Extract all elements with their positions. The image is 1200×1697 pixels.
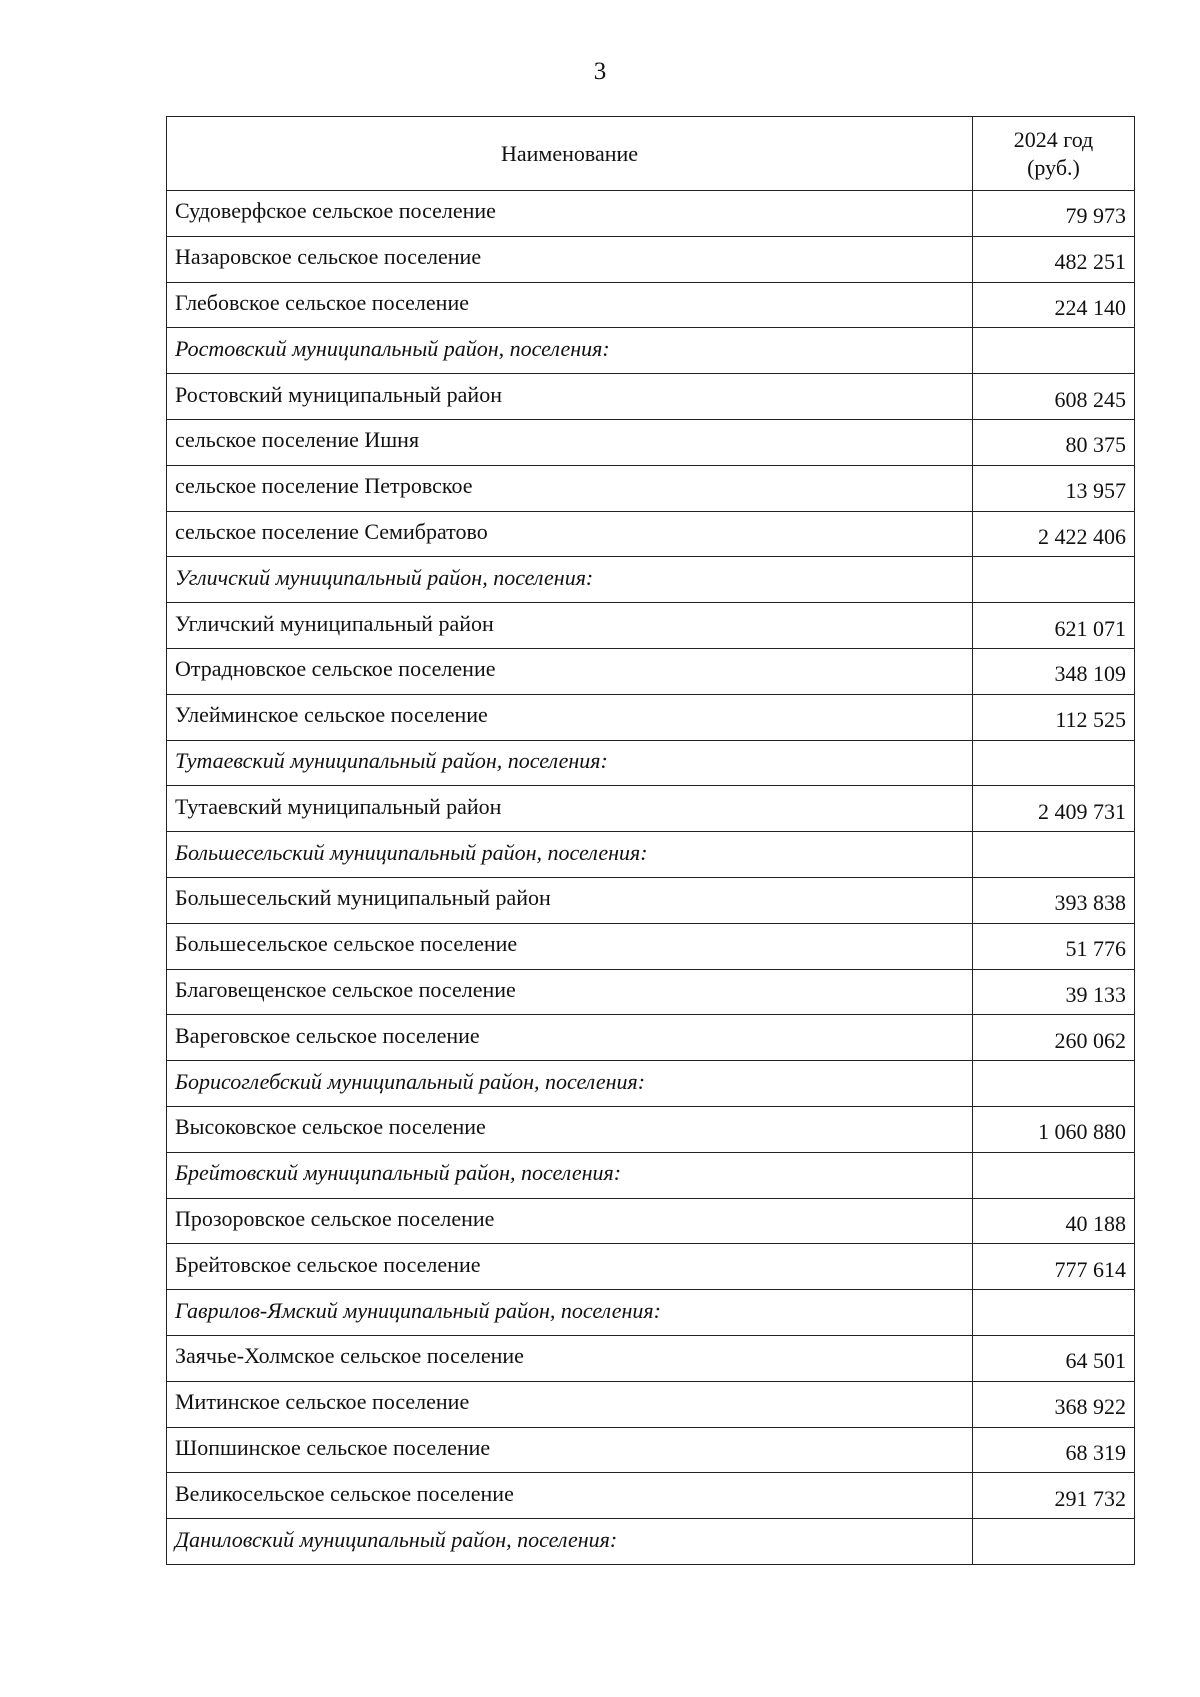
- table-row: [167, 694, 1135, 740]
- table-row: [167, 1244, 1135, 1290]
- settlement-name: Ростовский муниципальный район: [167, 374, 973, 420]
- settlement-name: Глебовское сельское поселение: [167, 282, 973, 328]
- amount-2024: 64 501: [973, 1335, 1135, 1381]
- settlement-name: сельское поселение Семибратово: [167, 511, 973, 557]
- table-body: [167, 191, 1135, 1565]
- table-row: [167, 511, 1135, 557]
- column-header-year: [973, 117, 1135, 191]
- district-section-label: Большесельский муниципальный район, поселения:: [167, 832, 973, 878]
- settlement-name: Прозоровское сельское поселение: [167, 1198, 973, 1244]
- amount-2024: 393 838: [973, 877, 1135, 923]
- table-row: [167, 374, 1135, 420]
- amount-2024: 260 062: [973, 1015, 1135, 1061]
- amount-2024: 68 319: [973, 1427, 1135, 1473]
- section-header-row: [167, 740, 1135, 786]
- section-header-row: [167, 1519, 1135, 1565]
- amount-2024: 2 409 731: [973, 786, 1135, 832]
- table-row: [167, 1473, 1135, 1519]
- settlement-name: Заячье-Холмское сельское поселение: [167, 1335, 973, 1381]
- settlement-name: Большесельское сельское поселение: [167, 923, 973, 969]
- table-row: [167, 465, 1135, 511]
- amount-2024: 608 245: [973, 374, 1135, 420]
- settlement-name: Благовещенское сельское поселение: [167, 969, 973, 1015]
- amount-2024: 348 109: [973, 648, 1135, 694]
- district-section-label: Борисоглебский муниципальный район, поселения:: [167, 1061, 973, 1107]
- section-header-row: [167, 328, 1135, 374]
- section-header-row: [167, 557, 1135, 603]
- table-row: [167, 1198, 1135, 1244]
- column-header-unit-label: (руб.): [1027, 154, 1080, 180]
- amount-2024: 39 133: [973, 969, 1135, 1015]
- district-section-label: Даниловский муниципальный район, поселения:: [167, 1519, 973, 1565]
- table-row: [167, 191, 1135, 237]
- settlement-name: Назаровское сельское поселение: [167, 236, 973, 282]
- settlement-name: Великосельское сельское поселение: [167, 1473, 973, 1519]
- settlement-name: Отрадновское сельское поселение: [167, 648, 973, 694]
- settlement-name: Брейтовское сельское поселение: [167, 1244, 973, 1290]
- amount-2024: 80 375: [973, 419, 1135, 465]
- table-row: [167, 923, 1135, 969]
- district-section-label: Ростовский муниципальный район, поселения:: [167, 328, 973, 374]
- settlement-name: Митинское сельское поселение: [167, 1381, 973, 1427]
- settlement-name: Шопшинское сельское поселение: [167, 1427, 973, 1473]
- table-row: [167, 1015, 1135, 1061]
- amount-2024: 2 422 406: [973, 511, 1135, 557]
- amount-2024: 368 922: [973, 1381, 1135, 1427]
- amount-2024: 291 732: [973, 1473, 1135, 1519]
- page-number: 3: [593, 58, 607, 85]
- settlement-name: сельское поселение Петровское: [167, 465, 973, 511]
- table-row: [167, 969, 1135, 1015]
- table-row: [167, 1335, 1135, 1381]
- amount-2024: 112 525: [973, 694, 1135, 740]
- amount-2024: [973, 328, 1135, 374]
- amount-2024: 13 957: [973, 465, 1135, 511]
- settlement-name: Высоковское сельское поселение: [167, 1106, 973, 1152]
- table-row: [167, 648, 1135, 694]
- amount-2024: [973, 1519, 1135, 1565]
- settlement-name: Тутаевский муниципальный район: [167, 786, 973, 832]
- settlement-name: Вареговское сельское поселение: [167, 1015, 973, 1061]
- table-row: [167, 1427, 1135, 1473]
- settlement-name: сельское поселение Ишня: [167, 419, 973, 465]
- district-section-label: Гаврилов-Ямский муниципальный район, поселения:: [167, 1290, 973, 1336]
- settlement-name: Большесельский муниципальный район: [167, 877, 973, 923]
- amount-2024: [973, 1290, 1135, 1336]
- amount-2024: [973, 740, 1135, 786]
- section-header-row: [167, 1290, 1135, 1336]
- settlement-name: Судоверфское сельское поселение: [167, 191, 973, 237]
- amount-2024: [973, 832, 1135, 878]
- table-row: [167, 786, 1135, 832]
- amount-2024: [973, 557, 1135, 603]
- amount-2024: 777 614: [973, 1244, 1135, 1290]
- amount-2024: 40 188: [973, 1198, 1135, 1244]
- settlement-name: Угличский муниципальный район: [167, 603, 973, 649]
- table-row: [167, 236, 1135, 282]
- table-row: [167, 1381, 1135, 1427]
- table-row: [167, 1106, 1135, 1152]
- amount-2024: 51 776: [973, 923, 1135, 969]
- district-section-label: Тутаевский муниципальный район, поселения:: [167, 740, 973, 786]
- allocation-table: [166, 116, 1135, 1565]
- section-header-row: [167, 832, 1135, 878]
- table-row: [167, 603, 1135, 649]
- section-header-row: [167, 1061, 1135, 1107]
- table-row: [167, 877, 1135, 923]
- amount-2024: 224 140: [973, 282, 1135, 328]
- amount-2024: [973, 1061, 1135, 1107]
- district-section-label: Угличский муниципальный район, поселения:: [167, 557, 973, 603]
- table-row: [167, 419, 1135, 465]
- section-header-row: [167, 1152, 1135, 1198]
- settlement-name: Улейминское сельское поселение: [167, 694, 973, 740]
- table-row: [167, 282, 1135, 328]
- amount-2024: 482 251: [973, 236, 1135, 282]
- amount-2024: 79 973: [973, 191, 1135, 237]
- amount-2024: [973, 1152, 1135, 1198]
- column-header-name: Наименование: [167, 117, 973, 191]
- district-section-label: Брейтовский муниципальный район, поселения:: [167, 1152, 973, 1198]
- amount-2024: 621 071: [973, 603, 1135, 649]
- table-header-row: [167, 117, 1135, 191]
- amount-2024: 1 060 880: [973, 1106, 1135, 1152]
- column-header-year-label: 2024 год: [1013, 126, 1094, 152]
